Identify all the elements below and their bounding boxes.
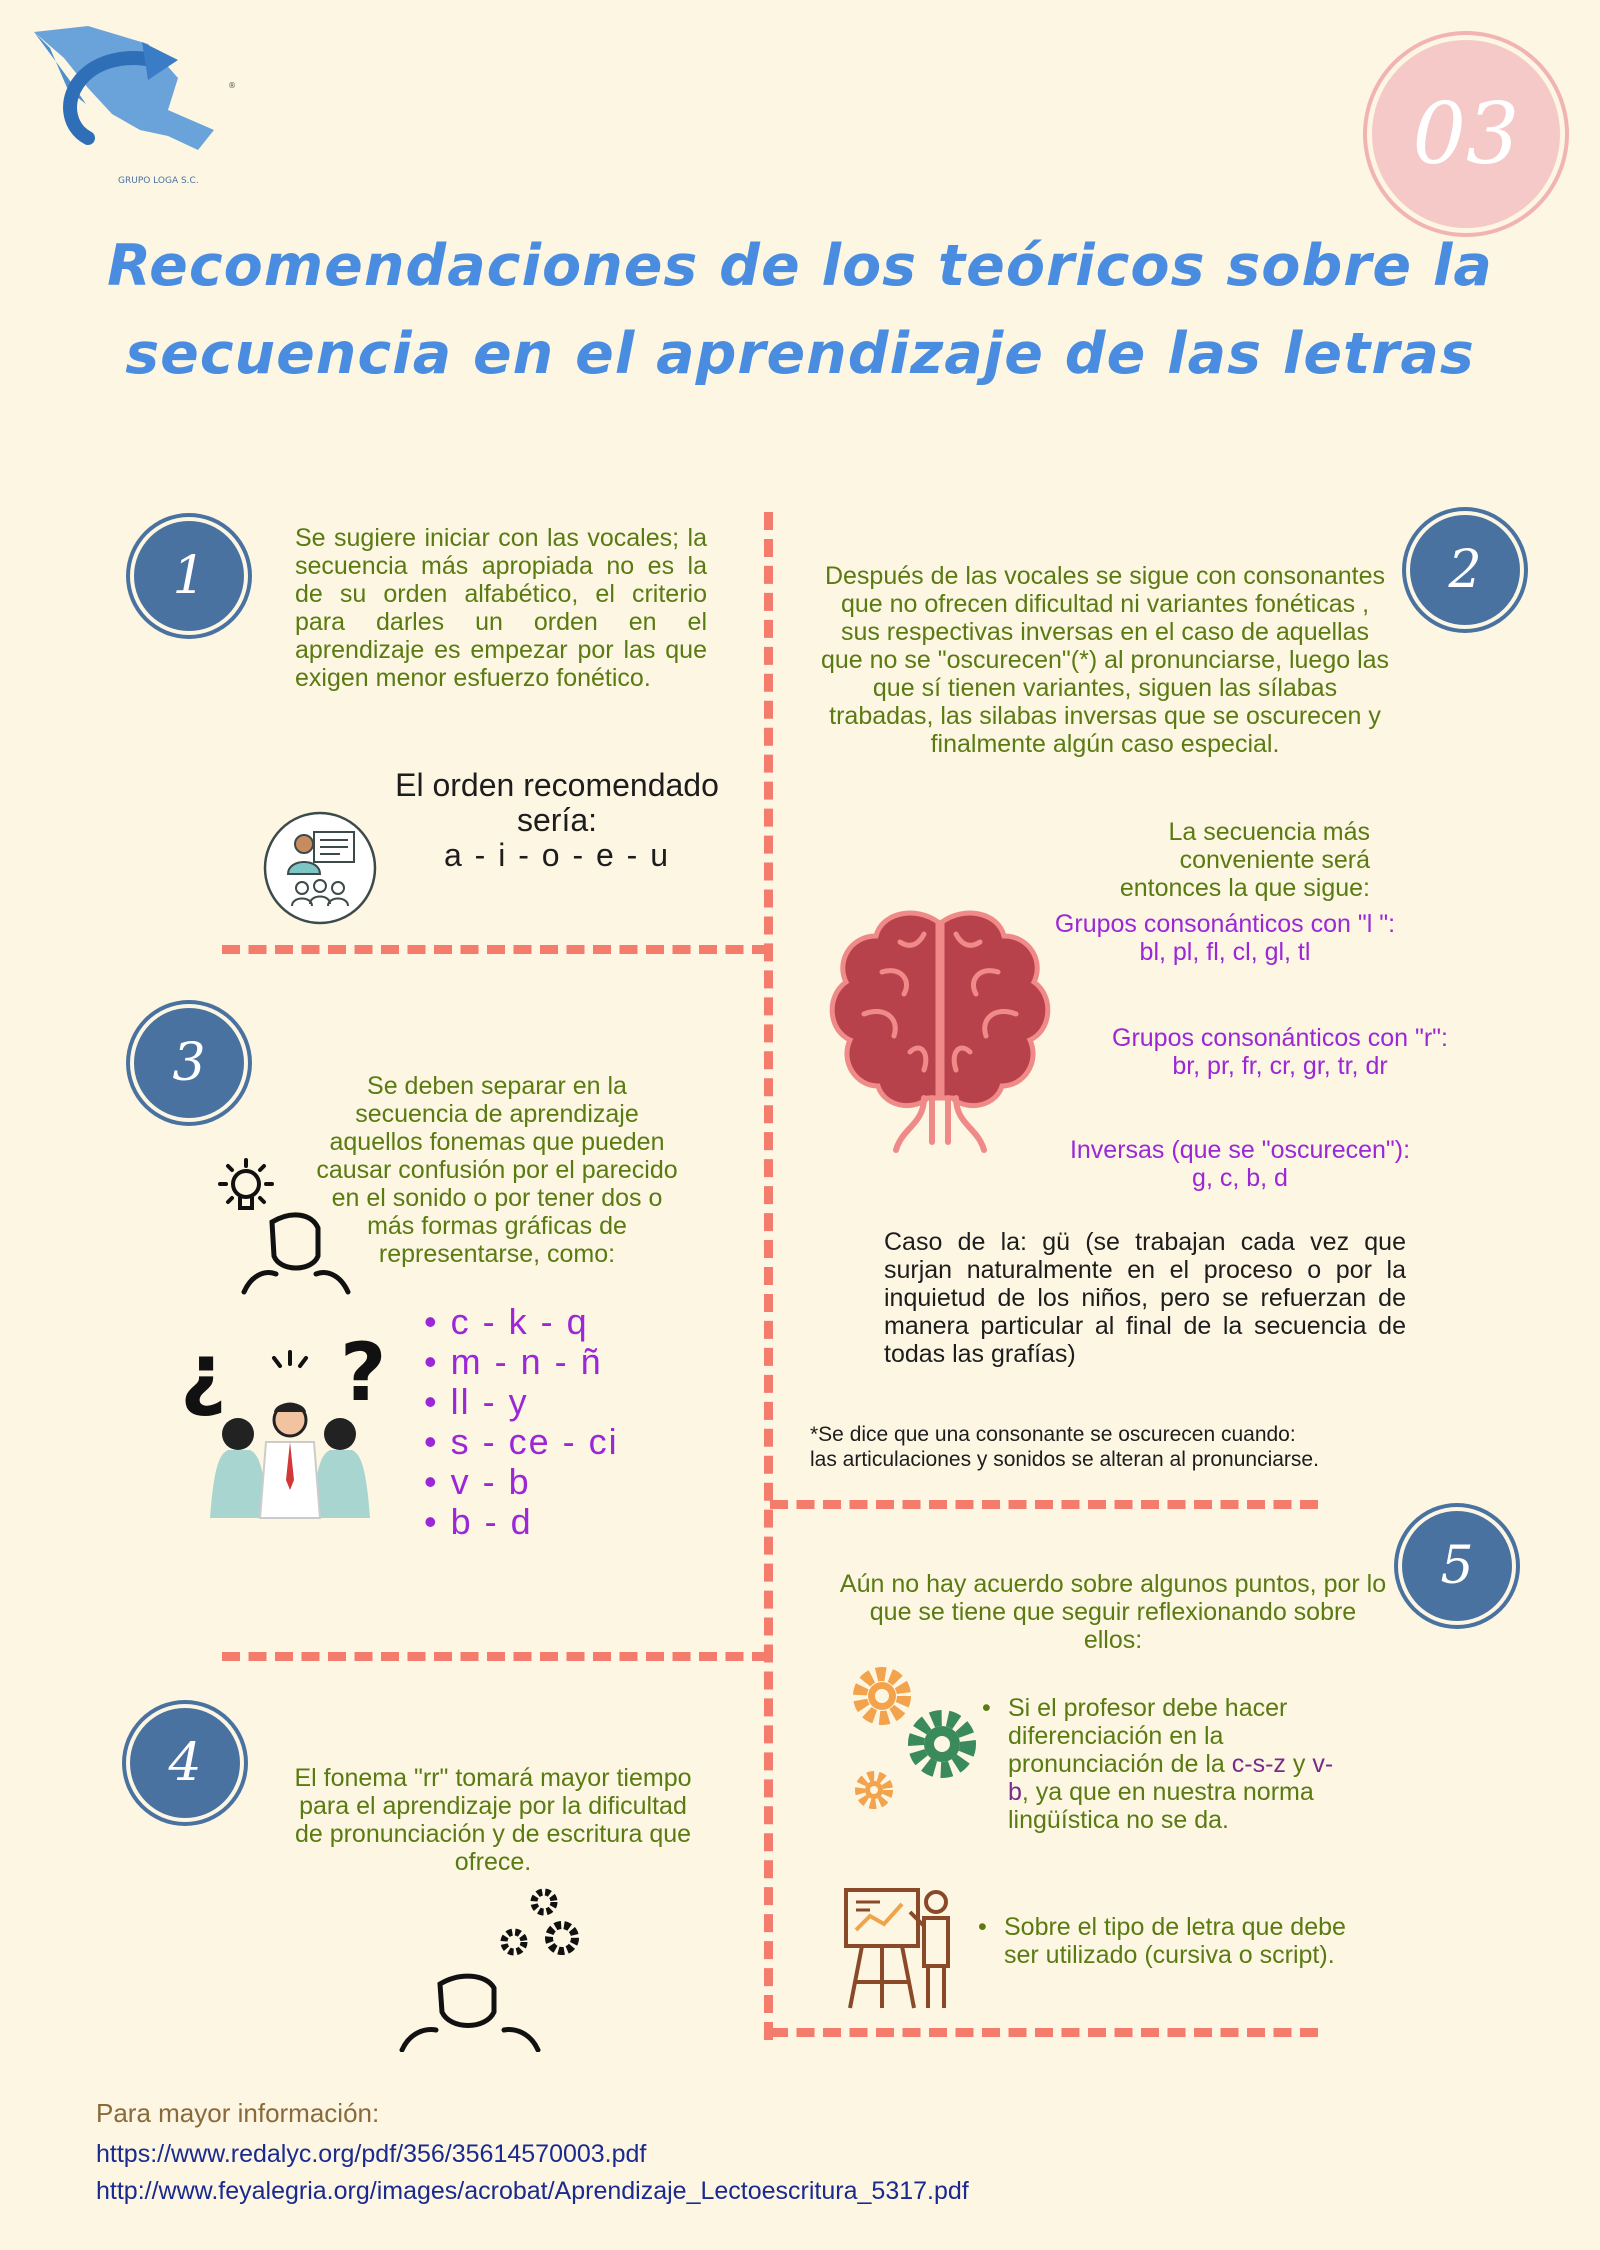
order-heading-line-2: sería: — [516, 802, 598, 838]
footer-label: Para mayor información: — [96, 2098, 380, 2128]
section-5-item-1 — [982, 1694, 1342, 1834]
list-item: • ll - y — [424, 1382, 704, 1422]
section-1-badge: 1 — [134, 521, 244, 631]
brain-icon — [820, 902, 1060, 1167]
mexico-map-logo-icon — [28, 18, 248, 168]
svg-text:®: ® — [228, 81, 236, 90]
inverse-title: Inversas (que se "oscurecen"): — [1069, 1136, 1411, 1164]
list-item: • v - b — [424, 1462, 704, 1502]
center-divider — [764, 512, 773, 2040]
list-item: • c - k - q — [424, 1302, 704, 1342]
divider-2-5 — [770, 1500, 1318, 1509]
group-r — [1090, 1024, 1470, 1080]
item-1-text-e: , ya que en nuestra norma lingüística no se da. — [1008, 1778, 1314, 1834]
section-2-badge: 2 — [1410, 515, 1520, 625]
section-1-text: Se sugiere iniciar con las vocales; la secuencia más apropiada no es la de su orden alfabético, el criterio para darles un orden en el aprendizaje es empezar por las que exigen menor esfuerzo fonético. — [295, 524, 707, 692]
group-r-items: br, pr, fr, cr, gr, tr, dr — [1172, 1052, 1388, 1080]
page-number-badge: 03 — [1372, 40, 1560, 228]
list-item: • b - d — [424, 1502, 704, 1542]
list-item: • Sobre el tipo de letra que debe ser utilizado (cursiva o script). — [978, 1913, 1378, 1969]
svg-text:¿: ¿ — [180, 1330, 227, 1419]
confused-people-icon — [180, 1330, 400, 1525]
section-5-intro: Aún no hay acuerdo sobre algunos puntos, por lo que se tiene que seguir reflexionando sobre ellos: — [839, 1570, 1387, 1654]
group-l-title: Grupos consonánticos con "l ": — [1054, 910, 1396, 938]
section-3-text: Se deben separar en la secuencia de aprendizaje aquellos fonemas que pueden causar confusión por el parecido en el sonido o por tener dos o más formas gráficas de representarse, como: — [316, 1072, 678, 1268]
page-title-line-1: Recomendaciones de los teóricos sobre la — [107, 233, 1493, 299]
page-title-line-2: secuencia en el aprendizaje de las letras — [125, 321, 1475, 387]
reference-link-feyalegria[interactable]: http://www.feyalegria.org/images/acrobat/Aprendizaje_Lectoescritura_5317.pdf — [96, 2177, 969, 2205]
sequence-intro: La secuencia más conveniente será entonces la que sigue: — [1119, 818, 1370, 902]
order-heading-line-1: El orden recomendado — [395, 767, 719, 803]
group-l — [1035, 910, 1415, 966]
section-2-intro: Después de las vocales se sigue con consonantes que no ofrecen dificultad ni variantes fonéticas , sus respectivas inversas en el caso de aquellas que no se "oscurecen"(*) al pronunciarse, luego las que sí tienen variantes, siguen las sílabas trabadas, las silabas inversas que se oscurecen y finalmente algún caso especial. — [820, 562, 1390, 758]
section-4-badge: 4 — [130, 1708, 240, 1818]
item-1-text-c: y — [1292, 1750, 1306, 1778]
section-5-badge: 5 — [1402, 1511, 1512, 1621]
teacher-presentation-icon — [262, 810, 378, 931]
confusable-phonemes-list — [424, 1302, 704, 1542]
footnote-line-1: *Se dice que una consonante se oscurecen cuando: — [810, 1423, 1296, 1446]
gears-icon — [840, 1662, 990, 1817]
reference-link-redalyc[interactable]: https://www.redalyc.org/pdf/356/35614570003.pdf — [96, 2140, 647, 2168]
group-r-title: Grupos consonánticos con "r": — [1112, 1024, 1448, 1052]
footnote-line-2: las articulaciones y sonidos se alteran al pronunciarse. — [810, 1448, 1319, 1471]
item-1-letters-csz: c-s-z — [1231, 1750, 1286, 1778]
special-case-text: Caso de la: gü (se trabajan cada vez que surjan naturalmente en el proceso o por la inquietud de los niños, pero se refuerzan de manera particular al final de la secuencia de todas las grafías) — [884, 1228, 1406, 1368]
logo-caption: GRUPO LOGA S.C. — [118, 176, 199, 186]
list-item: • m - n - ñ — [424, 1342, 704, 1382]
group-l-items: bl, pl, fl, cl, gl, tl — [1139, 938, 1311, 966]
divider-3-4 — [222, 1652, 770, 1661]
list-item: • s - ce - ci — [424, 1422, 704, 1462]
vowel-order: a - i - o - e - u — [443, 837, 671, 873]
item-1-text-a: Si el profesor debe hacer diferenciación en la pronunciación de la — [1008, 1694, 1288, 1778]
divider-bottom-right — [770, 2028, 1318, 2037]
teacher-board-icon — [840, 1882, 960, 2017]
page-title — [80, 222, 1520, 398]
inverse-items: g, c, b, d — [1192, 1164, 1288, 1192]
section-3-badge: 3 — [134, 1008, 244, 1118]
svg-text:?: ? — [340, 1330, 387, 1419]
order-heading — [362, 768, 752, 873]
list-item — [982, 1694, 1342, 1834]
divider-1-3 — [222, 945, 770, 954]
logo — [28, 18, 248, 188]
section-5-item-2 — [978, 1913, 1378, 1969]
section-4-text: El fonema "rr" tomará mayor tiempo para el aprendizaje por la dificultad de pronunciación y de escritura que ofrece. — [294, 1764, 692, 1876]
idea-person-icon — [200, 1158, 360, 1303]
item-1-letters-vb: v-b — [1008, 1750, 1334, 1806]
thinking-gears-icon — [396, 1880, 596, 2057]
inverse-group — [1050, 1136, 1430, 1192]
footnote — [810, 1422, 1390, 1472]
